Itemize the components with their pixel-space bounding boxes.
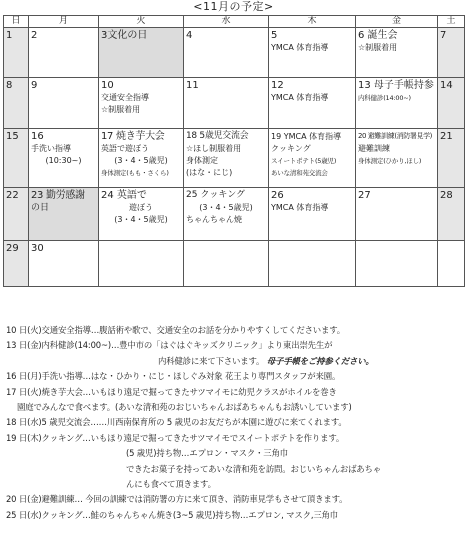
day-cell: [99, 78, 184, 129]
event-text: クッキング: [271, 144, 311, 153]
day-cell: [184, 188, 269, 241]
note-line: 25 日(水)クッキング…鮭のちゃんちゃん焼き(3~5 歳児)持ち物…エプロン, マスク,三角巾: [6, 509, 339, 520]
week-row-4: [4, 188, 465, 241]
weekday-fri: 金: [356, 16, 438, 28]
note-line: 17 日(火)焼き芋大会…いもほり遠足で掘ってきたサツマイモに幼児クラスがホイルを巻き: [6, 386, 337, 397]
day-number: 13 母子手帳持参: [358, 80, 434, 91]
day-number: 25 クッキング: [186, 190, 246, 200]
day-cell: [4, 188, 29, 241]
weekday-tue: 火: [99, 16, 184, 28]
note-line: [6, 354, 467, 369]
day-number: 23 勤労感謝: [31, 190, 85, 201]
note-line: 19 日(木)クッキング…いもほり遠足で掘ってきたサツマイモでスイートポテトを作ります。: [6, 432, 345, 443]
day-cell: [184, 241, 269, 287]
day-cell: [356, 241, 438, 287]
note-line: 16 日(月)手洗い指導…はな・ひかり・にじ・ほしぐみ対象 花王より専門スタッフが来園。: [6, 371, 341, 382]
calendar-table: [3, 15, 465, 287]
day-number: 6 誕生会: [358, 30, 398, 41]
day-cell: [438, 129, 465, 188]
page-title: <11月の予定>: [193, 0, 274, 13]
event-text: (3・4・5歳児): [199, 203, 253, 212]
day-number: 27: [358, 190, 371, 201]
day-number: 28: [440, 190, 453, 201]
day-number: 18 5歳児交流会: [186, 131, 249, 141]
week-row-1: [4, 28, 465, 78]
event-text: YMCA 体育指導: [271, 203, 329, 212]
day-cell: [99, 188, 184, 241]
day-number: 10: [101, 80, 114, 91]
note-line: んにも食べて頂きます。: [126, 478, 216, 489]
day-cell: [269, 78, 356, 129]
week-row-2: [4, 78, 465, 129]
weekday-sat: 土: [438, 16, 465, 28]
event-text: 身体測定(もも・さくら): [101, 169, 169, 177]
day-cell: [29, 241, 99, 287]
day-cell: [4, 241, 29, 287]
day-number: 2: [31, 30, 38, 41]
week-row-3: [4, 129, 465, 188]
event-text: (はな・にじ): [186, 168, 233, 177]
event-text: ☆ほし制服着用: [186, 144, 242, 153]
day-cell: [184, 28, 269, 78]
day-number: 30: [31, 243, 44, 254]
day-cell: [4, 129, 29, 188]
day-number: 29: [6, 243, 19, 254]
event-notes: [6, 323, 467, 523]
day-number: 3文化の日: [101, 30, 148, 41]
event-text: 身体測定: [186, 156, 218, 165]
event-text: (3・4・5歳児): [114, 215, 168, 224]
day-cell: [29, 78, 99, 129]
day-number: 24 英語で: [101, 190, 147, 201]
day-cell: [99, 129, 184, 188]
note-line: 園庭でみんなで食べます。(あいな清和苑のおじいちゃんおばあちゃんもお誘いしています): [17, 401, 352, 412]
day-cell: [356, 78, 438, 129]
note-text: 内科健診に来て下さいます。: [158, 355, 265, 366]
day-number: 12: [271, 80, 284, 91]
day-number: 7: [440, 30, 447, 41]
day-cell: [438, 78, 465, 129]
event-text: ちゃんちゃん焼: [186, 215, 242, 224]
event-text: 遊ぼう: [129, 203, 153, 212]
day-cell: [4, 78, 29, 129]
day-number: 11: [186, 80, 199, 91]
day-number: 1: [6, 30, 13, 41]
weekday-thu: 木: [269, 16, 356, 28]
day-cell: [184, 78, 269, 129]
day-cell: [269, 28, 356, 78]
weekday-wed: 水: [184, 16, 269, 28]
event-text: (3・4・5歳児): [114, 156, 168, 165]
day-number: 19 YMCA 体育指導: [271, 132, 342, 141]
event-text: (10:30~): [45, 156, 82, 165]
event-text: ☆制服着用: [358, 43, 398, 52]
day-number: 15: [6, 131, 19, 142]
day-cell: [356, 188, 438, 241]
note-line: 20 日(金)避難訓練… 今回の訓練では消防署の方に来て頂き、消防車見学もさせて頂きます。: [6, 494, 348, 505]
event-text: スイートポテト(5歳児): [271, 157, 337, 165]
event-text: の日: [31, 203, 50, 213]
event-text: 内科健診(14:00~): [358, 94, 411, 102]
day-number: 21: [440, 131, 453, 142]
event-text: 英語で遊ぼう: [101, 144, 149, 153]
day-cell: [438, 188, 465, 241]
event-text: あいな清和苑交流会: [271, 169, 328, 177]
day-number: 5: [271, 30, 278, 41]
day-cell: [99, 28, 184, 78]
day-cell: [438, 241, 465, 287]
day-cell: [4, 28, 29, 78]
note-line: 18 日(水)5 歳児交流会……川西南保育所の 5 歳児のお友だちが本園に遊びに来てくれます。: [6, 417, 347, 428]
event-text: YMCA 体育指導: [271, 93, 329, 102]
week-row-5: [4, 241, 465, 287]
note-line: 13 日(金)内科健診(14:00~)…豊中市の「はぐはぐキッズクリニック」より東出崇先生が: [6, 340, 333, 351]
day-cell: [269, 241, 356, 287]
day-cell: [29, 129, 99, 188]
day-number: 14: [440, 80, 453, 91]
day-number: 26: [271, 190, 284, 201]
day-number: 16: [31, 131, 44, 142]
weekday-mon: 月: [29, 16, 99, 28]
day-cell: [269, 129, 356, 188]
day-cell: [184, 129, 269, 188]
day-cell: [99, 241, 184, 287]
day-number: 20 避難訓練(消防署見学): [358, 132, 432, 140]
day-number: 17 焼き芋大会: [101, 131, 165, 142]
weekday-header-row: [4, 16, 465, 28]
day-number: 22: [6, 190, 19, 201]
event-text: 交通安全指導: [101, 93, 149, 102]
day-cell: [356, 28, 438, 78]
note-emphasis: 母子手帳をご持参ください。: [266, 355, 374, 366]
event-text: 手洗い指導: [31, 144, 71, 153]
day-cell: [269, 188, 356, 241]
event-text: YMCA 体育指導: [271, 43, 329, 52]
day-number: 9: [31, 80, 38, 91]
day-cell: [29, 188, 99, 241]
weekday-sun: 日: [4, 16, 29, 28]
note-line: できたお菓子を持ってあいな清和苑を訪問。おじいちゃんおばあちゃ: [126, 463, 381, 474]
day-number: 8: [6, 80, 13, 91]
day-number: 4: [186, 30, 193, 41]
day-cell: [29, 28, 99, 78]
event-text: 身体測定(ひかり,ほし): [358, 157, 422, 165]
note-line: 10 日(火)交通安全指導…腹話術や歌で、交通安全のお話を分かりやすくしてくださいます。: [6, 325, 346, 335]
event-text: ☆制服着用: [101, 105, 141, 114]
note-line: (5 歳児)持ち物…エプロン・マスク・三角巾: [126, 448, 288, 459]
day-cell: [438, 28, 465, 78]
day-cell: [356, 129, 438, 188]
event-text: 避難訓練: [358, 144, 390, 153]
